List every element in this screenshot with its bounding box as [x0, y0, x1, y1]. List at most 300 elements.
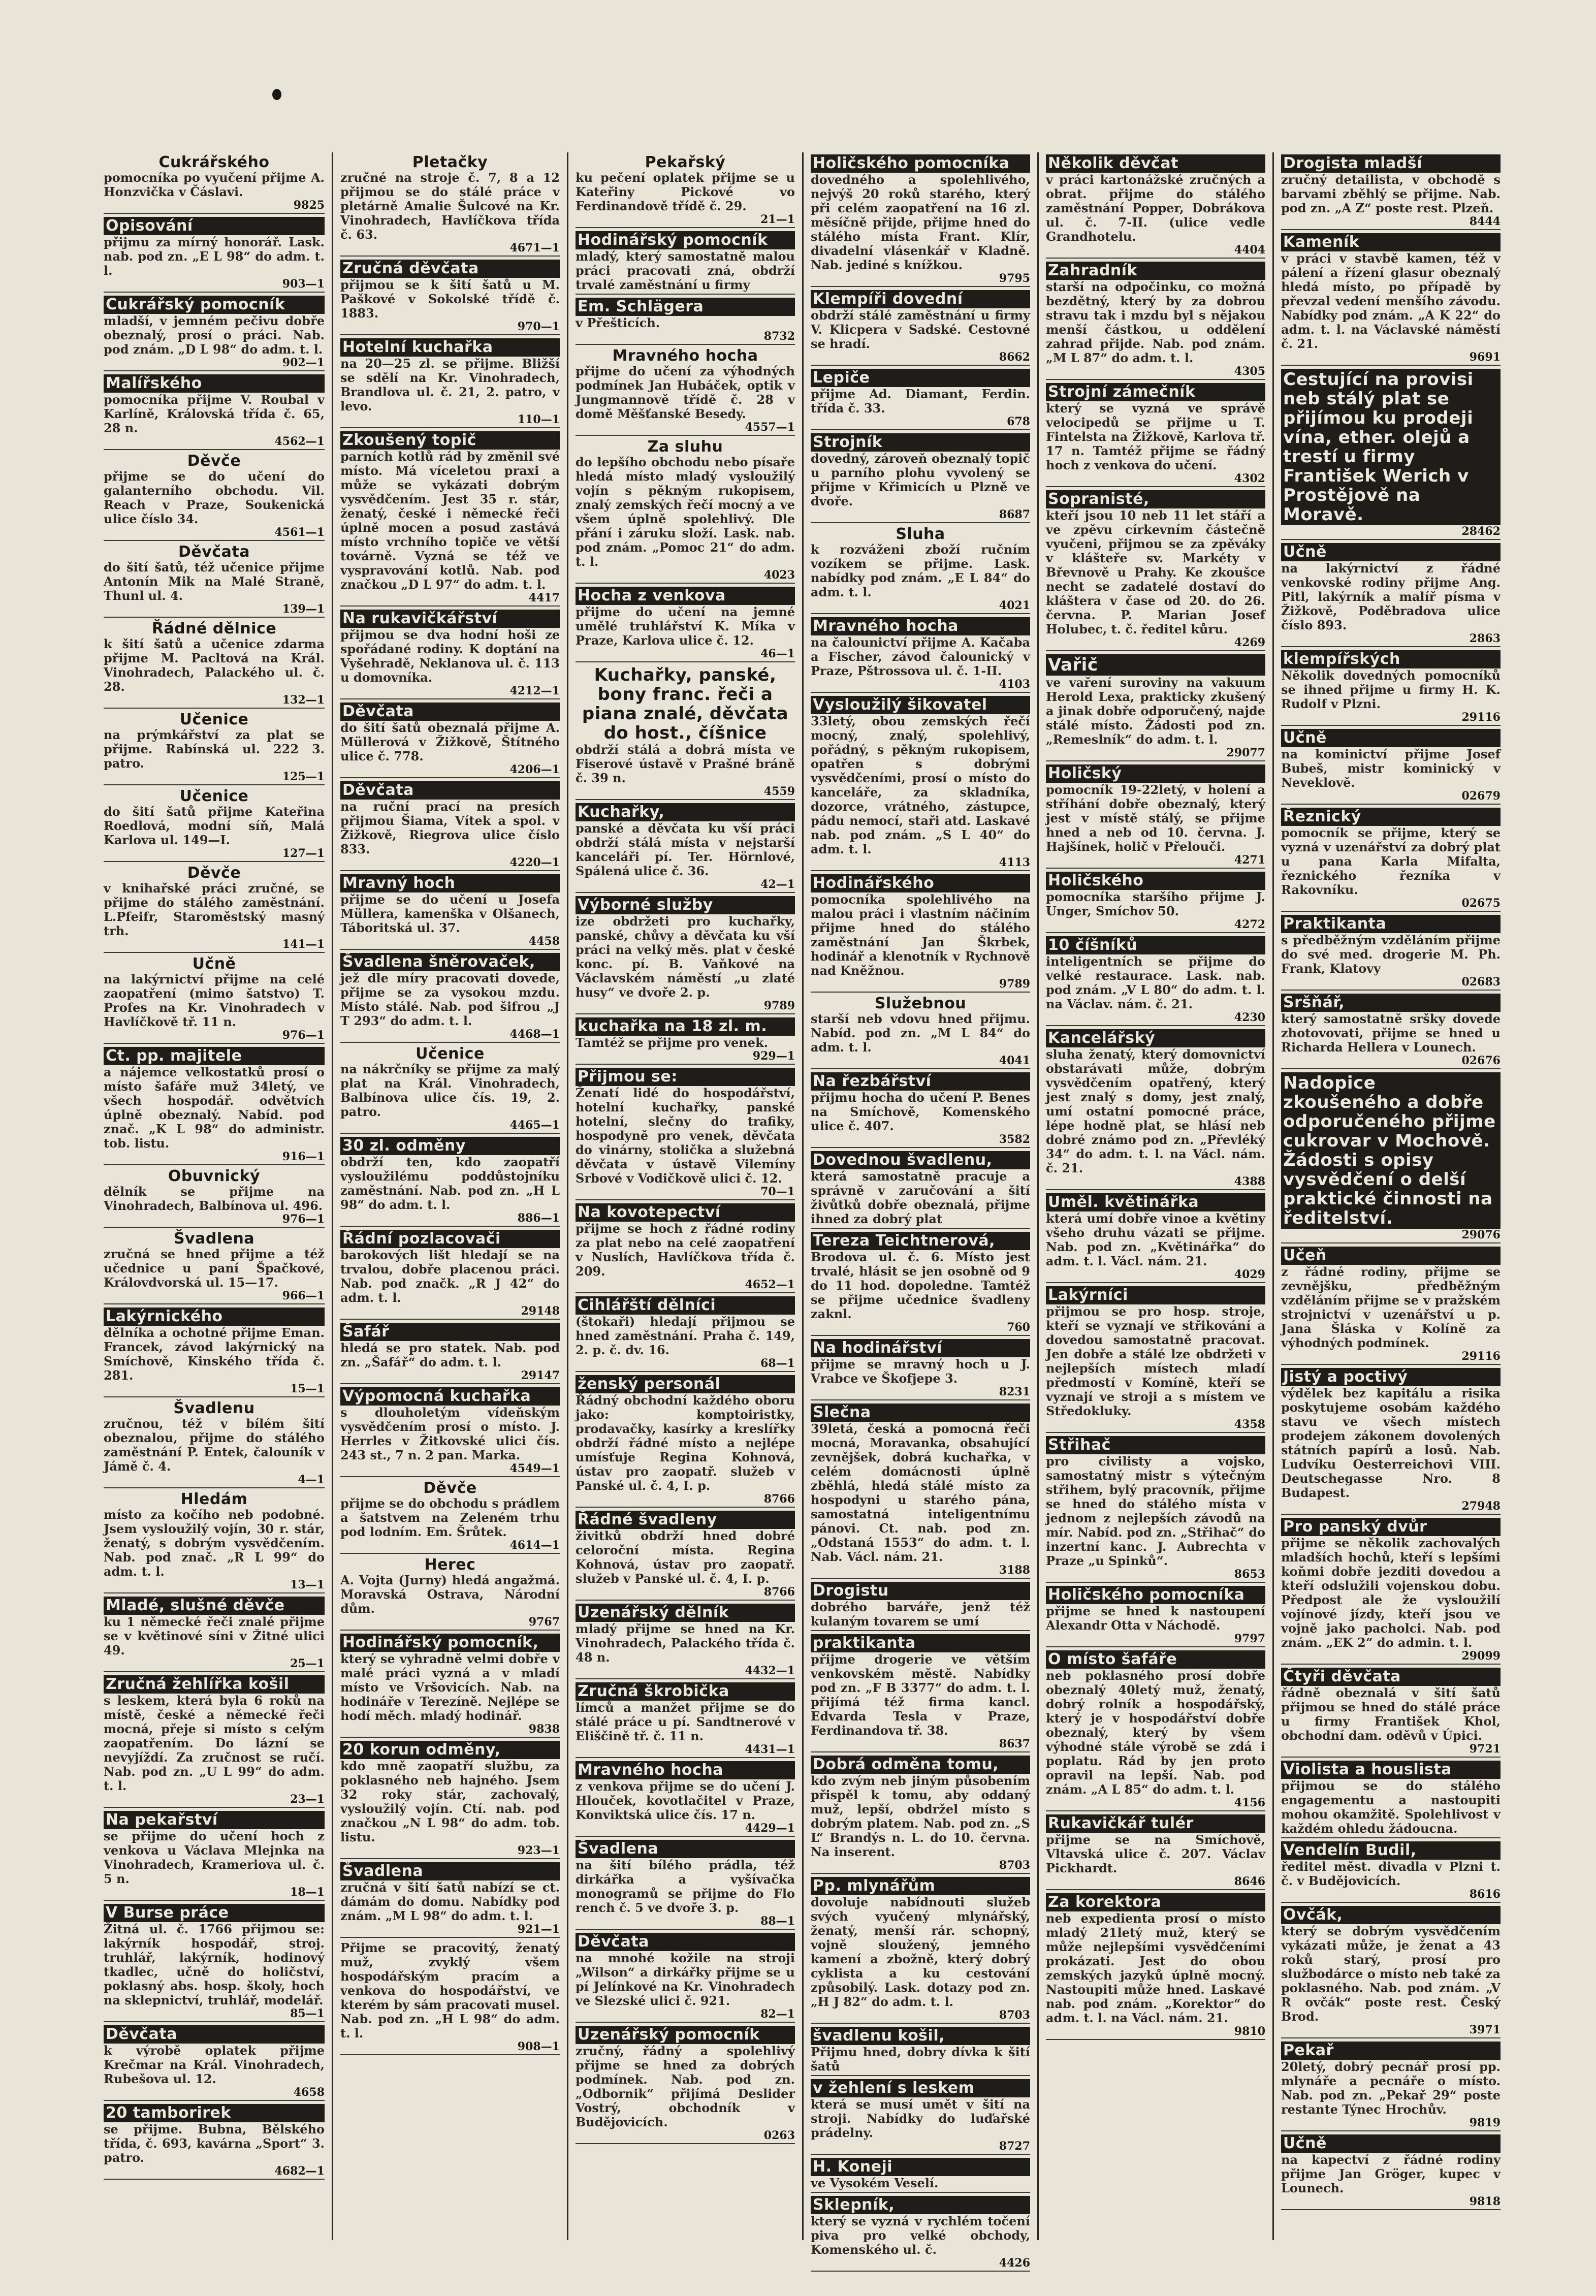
ad-title: Děvčata: [340, 703, 560, 721]
ad-body: na ruční prací na presích přijmou Šiama, Vítek a spol. v Žižkově, Riegrova ulice číslo 833.: [340, 799, 560, 856]
ad-title: Na pekařství: [104, 1811, 325, 1829]
ad-divider: [1046, 1810, 1265, 1811]
ad-divider: [576, 1013, 795, 1014]
classified-ad: [1046, 1814, 1265, 1890]
classified-ad: [1046, 1893, 1265, 2040]
ad-body: zručná v šití šatů nabízí se ct. dámám do domu. Nabídky pod znám. „M L 98“ do adm. t. l.: [340, 1880, 560, 1923]
classified-ad: [1281, 543, 1501, 647]
ad-title: Hledám: [180, 1490, 248, 1508]
ad-code: 976—1: [282, 1029, 325, 1042]
ad-body: Žitná ul. č. 1766 přijmou se: lakýrník hospodář, stroj. truhlář, lakýrník, hodinový tkadlec, učně do holičství, poklasný abs. hosp. školy, hoch na sklepnictví, truhlář, modelář.: [104, 1922, 325, 2007]
ad-divider: [104, 1592, 325, 1593]
classified-ad: [576, 154, 795, 228]
ad-code: 4559: [763, 785, 795, 798]
classified-ad: [104, 296, 325, 371]
classified-ad: [340, 703, 560, 778]
ad-title: Za sluhu: [647, 438, 723, 456]
classified-ad: [1046, 490, 1265, 651]
ad-body: neb expedienta prosí o místo mladý 21letý muž, který se může nejlepšími vysvědčeními prokázati. Jest do obou zemských jazyků úplně mocný. Nastoupiti může hned. Laskavé nab. pod znám. „Korektor“ do adm. t. l. na Václ. nám. 21.: [1046, 1911, 1265, 2025]
ad-body: ku pečení oplatek přijme se u Kateřiny Pickové vo Ferdinandově třídě č. 29.: [576, 170, 795, 213]
ad-title: Jistý a poctivý: [1281, 1368, 1501, 1386]
classified-ad: [576, 439, 795, 584]
ad-divider: [1046, 486, 1265, 487]
classified-ad: [811, 1404, 1030, 1579]
ad-code: 4557—1: [745, 421, 795, 434]
classified-ads-page: [97, 152, 1509, 2270]
ad-body: pomocníka po vyučení přijme A. Honzvička v Čáslavi.: [104, 170, 325, 199]
ad-title: Sluha: [896, 525, 945, 543]
ad-divider: [340, 1630, 560, 1631]
classified-ad: [576, 1604, 795, 1679]
ad-code: 9819: [1469, 2116, 1501, 2129]
classified-ad: [1046, 1586, 1265, 1647]
ad-code: 02675: [1461, 897, 1501, 910]
ad-title: Zručná žehlířka košil: [104, 1675, 325, 1694]
ad-code: 8444: [1469, 215, 1501, 228]
ad-body: přijmu za mírný honorář. Lask. nab. pod zn. „E L 98“ do adm. t. l.: [104, 235, 325, 278]
ad-divider: [811, 1399, 1030, 1400]
ad-title: Střihač: [1046, 1436, 1265, 1454]
classified-ad: [104, 544, 325, 618]
ad-title: Služebnou: [874, 995, 967, 1012]
ad-body: dělníka a ochotné přijme Eman. Francek, závod lakýrnický na Smíchově, Kinského třída č. 281.: [104, 1325, 325, 1383]
ad-title: v žehlení s leskem: [811, 2079, 1030, 2097]
classified-ad: [1046, 1286, 1265, 1433]
ad-divider: [340, 427, 560, 428]
ad-body: 33letý, obou zemských řečí mocný, znalý, spolehlivý, pořádný, s pěkným rukopisem, opatřen s dobrými vysvědčeními, prosí o místo do kanceláře, za skladníka, dozorce, vrátného, zástupce, pádu nemocí, staři atd. Laskavé nab. pod znám. „S L 40“ do adm. t. l.: [811, 714, 1030, 856]
ad-title: 10 číšníků: [1046, 936, 1265, 954]
ad-title: 30 zl. odměny: [340, 1137, 560, 1155]
ad-title: Učně: [1281, 2134, 1501, 2153]
classified-ad: [811, 433, 1030, 523]
classified-ad: [576, 1296, 795, 1372]
ad-title: Řádní pozlacovači: [340, 1230, 560, 1248]
classified-ad: [811, 369, 1030, 430]
ad-title: Slečna: [811, 1404, 1030, 1422]
ad-divider: [104, 1900, 325, 1901]
ad-title: Ovčák,: [1281, 1906, 1501, 1924]
ad-code: 02676: [1461, 1054, 1501, 1067]
ad-body: obdrží stálé zaměstnání u firmy V. Klicpera v Sadské. Cestovné se hradí.: [811, 308, 1030, 351]
ad-title: Švadlena šněrovaček,: [340, 953, 560, 971]
ad-code: 139—1: [282, 602, 325, 616]
ad-divider: [1281, 2130, 1501, 2131]
ad-code: 25—1: [290, 1657, 325, 1670]
ad-title: Děvčata: [576, 1933, 795, 1951]
ad-divider: [340, 1553, 560, 1554]
ad-body: zručná se hned přijme a též učednice u paní Špačkové, Královdvorská ul. 15—17.: [104, 1247, 325, 1290]
classified-ad: [340, 1741, 560, 1859]
ad-title: Lepiče: [811, 369, 1030, 387]
classified-ad: [340, 953, 560, 1043]
ad-divider: [1281, 2209, 1501, 2210]
classified-ad: [340, 154, 560, 257]
ad-body: A. Vojta (Jurny) hledá angažmá. Moravská Ostrava, Národní dům.: [340, 1573, 560, 1616]
ad-title: Mravný hoch: [340, 874, 560, 892]
classified-ad: [104, 1308, 325, 1397]
ad-title: Uzenářský pomocník: [576, 2026, 795, 2044]
classified-ad: [576, 896, 795, 1014]
ad-code: 68—1: [760, 1357, 795, 1370]
ad-code: 966—1: [282, 1289, 325, 1302]
ad-title: Sopranisté,: [1046, 490, 1265, 508]
ad-body: který se vyhradně velmi dobře v malé práci vyzná a v mladí místo ve Vršovicích. Nab. na hodináře v Terezíně. Nejlépe se hodí měch. mladý hodinář.: [340, 1651, 560, 1723]
ad-title: Strojník: [811, 433, 1030, 452]
ad-divider: [811, 2154, 1030, 2155]
classified-ad: [104, 1491, 325, 1593]
ad-body: dovedný, zároveň obeznalý topič u parního plohu vyvolený se přijme v Křimicích u Plzně ve dvoře.: [811, 451, 1030, 508]
ad-divider: [104, 617, 325, 618]
ad-body: na čalounictví přijme A. Kačaba a Fischer, závod čalounický v Praze, Pštrossova ul. č. 1-II.: [811, 635, 1030, 678]
ad-divider: [1281, 1902, 1501, 1903]
ad-body: 39letá, česká a pomocná řeči mocná, Moravanka, obsahující zevnějšek, dobrá kuchařka, v celém domácnosti úplně zběhlá, hledá stálé místo za hospodyni u starého pána, samostatná inteligentnímu pánovi. Ct. nab. pod zn. „Odstaná 1553“ do adm. t. l. Nab. Václ. nám. 21.: [811, 1421, 1030, 1564]
ad-body: s předběžným vzděláním přijme do své med. drogerie M. Ph. Frank, Klatovy: [1281, 933, 1501, 976]
ad-title: Vysloužilý šikovatel: [811, 696, 1030, 714]
ad-divider: [811, 692, 1030, 693]
ad-divider: [1046, 1582, 1265, 1583]
ad-title: Děvče: [187, 864, 241, 882]
ad-divider: [811, 2192, 1030, 2193]
ad-body: která umí dobře vinoe a květiny všeho druhu vázati se přijme. Nab. pod zn. „Květinářka“ do adm. t. l. Václ. nám. 21.: [1046, 1211, 1265, 1268]
ad-divider: [340, 698, 560, 699]
classified-ad: [576, 1511, 795, 1601]
ad-code: 4671—1: [509, 241, 560, 254]
ad-divider: [1046, 1646, 1265, 1647]
ad-code: 8637: [999, 1737, 1030, 1750]
ad-divider: [1046, 932, 1265, 933]
ad-body: přijme se několik zachovalých mladších hochů, kteří s lepšími koňmi dobře jezditi dovedou a kteří odslužili vojenskou dobu. Předpost ale že vysloužilí vojínové jízdy, kteří jsou ve vojně jako pacholci. Nab. pod znám. „EK 2“ do admin. t. l.: [1281, 1536, 1501, 1650]
ad-divider: [811, 1873, 1030, 1874]
ad-body: řádně obeznalá v šití šatů přijmou se hned do stálé práce u firmy František Khol, obchodní dam. oděvů v Úpici.: [1281, 1685, 1501, 1743]
ad-body: (štokaři) hledají přijmou se hned zaměstnání. Praha č. 149, 2. p. č. dv. 16.: [576, 1314, 795, 1357]
ad-code: 9767: [528, 1615, 560, 1629]
ad-code: 29147: [521, 1369, 560, 1382]
ad-title: Lakýrnického: [104, 1308, 325, 1326]
ad-title: Zručná škrobička: [576, 1682, 795, 1701]
ad-divider: [811, 1147, 1030, 1148]
ad-code: 4465—1: [509, 1119, 560, 1132]
ad-divider: [104, 540, 325, 541]
ad-code: 4417: [528, 591, 560, 604]
ad-title: Malířského: [104, 374, 325, 393]
ad-code: 9818: [1469, 2195, 1501, 2208]
ad-title: Na kovotepectví: [576, 1203, 795, 1222]
ad-divider: [340, 870, 560, 871]
ad-code: 921—1: [517, 1923, 560, 1936]
ad-column-4: [802, 152, 1037, 2270]
ad-code: 29116: [1461, 711, 1501, 724]
ad-divider: [1281, 539, 1501, 540]
ad-body: inteligentních se přijme do velké restaurace. Lask. nab. pod znám. „V L 80“ do adm. t. l. na Václav. nám. č. 21.: [1046, 954, 1265, 1011]
ad-divider: [1281, 1757, 1501, 1758]
ad-divider: [576, 1757, 795, 1758]
ad-title: Cukrářského: [158, 153, 270, 171]
ad-body: Řádný obchodní každého oboru jako: komptoiristky, prodavačky, kasírky a kreslířky obdrží řádné místo a nejlépe umísťuje Regina Kohnová, ústav pro zaopatř. služeb v Panské ul. č. 4, I. p.: [576, 1393, 795, 1493]
ad-title: Ct. pp. majitele: [104, 1047, 325, 1065]
ad-body: zručný, řádný a spolehlivý přijme se hned za dobrých podmínek. Nab. pod zn. „Odbornik“ přijímá Deslider Vostrý, obchodník v Budějovicích.: [576, 2044, 795, 2129]
ad-body: přijme drogerie ve větším venkovském městě. Nabídky pod zn. „F B 3377“ do adm. t. l. přijímá též firma kancl. Edvarda Tesla v Praze, Ferdinandova tř. 38.: [811, 1652, 1030, 1738]
ad-divider: [811, 1578, 1030, 1579]
ad-divider: [576, 1064, 795, 1065]
classified-ad: [104, 1811, 325, 1901]
ad-code: 21—1: [760, 213, 795, 226]
classified-ad: [811, 1339, 1030, 1400]
ad-body: kdo zvým neb jiným působením přispěl k tomu, aby oddaný muž, lepší, obdržel místo s dobrým platem. Nab. pod zn. „S L“ Brandýs n. L. do 10. června. Na inserent.: [811, 1773, 1030, 1859]
ad-body: límců a manžet přijme se do stálé práce u pí. Sandtnerové v Eliščině tř. č. 11 n.: [576, 1700, 795, 1743]
ad-body: který se vyzná ve správě velocipedů se přijme u T. Fintelsta na Žižkově, Karlova tř. 17 n. Tamtéž přijme se řádný hoch z venkova do učení.: [1046, 401, 1265, 472]
ad-code: 923—1: [517, 1844, 560, 1857]
ad-code: 70—1: [760, 1185, 795, 1198]
ad-body: pomocníka staršího přijme J. Unger, Smíchov 50.: [1046, 889, 1265, 918]
ad-column-3: [567, 152, 802, 2240]
classified-ad: [104, 1400, 325, 1488]
ad-code: 678: [1007, 415, 1030, 428]
ad-title: Zahradník: [1046, 262, 1265, 280]
ad-code: 4561—1: [274, 526, 325, 539]
ad-body: z řádné rodiny, přijme se zevnějšku, předběžným vzděláním přijme se v pražském strojnictví v uzenářství u p. Jana Šláska v Kolíně za výhodných podmínek.: [1281, 1264, 1501, 1350]
ad-body: Ženatí lidé do hospodářství, hotelní kuchařky, panské hotelní, slečny do trafiky, hospodyně pro venek, děvčata do vinárny, stolička a služebná děvčata v ústavě Vilemíny Srbové v Vodičkově ulici č. 12.: [576, 1086, 795, 1186]
ad-code: 02683: [1461, 975, 1501, 988]
classified-ad: [1046, 154, 1265, 259]
ad-title: Na řezbářství: [811, 1072, 1030, 1091]
classified-ad: [576, 1068, 795, 1200]
ad-body: ředitel měst. divadla v Plzni t. č. v Budějovicích.: [1281, 1859, 1501, 1888]
ad-title: Děvče: [423, 1479, 477, 1497]
classified-ad: [1281, 154, 1501, 230]
ad-title: Učeň: [1281, 1247, 1501, 1265]
ad-divider: [811, 429, 1030, 430]
ad-divider: [811, 2075, 1030, 2076]
ad-title: Cukrářský pomocník: [104, 296, 325, 314]
ad-code: 85—1: [290, 2007, 325, 2020]
ad-code: 13—1: [290, 1578, 325, 1591]
ad-code: 4432—1: [745, 1664, 795, 1677]
ad-divider: [1281, 365, 1501, 366]
ad-body: který se vyzná v rychlém točení piva pro velké obchody, Komenského ul. č.: [811, 2214, 1030, 2257]
ad-body: jež dle míry pracovati dovede, přijme se za vysokou mzdu. Místo stálé. Nab. pod šifrou „J T 293“ do adm. t. l.: [340, 971, 560, 1028]
classified-ad: [811, 1634, 1030, 1752]
ad-body: se přijme do učení hoch z venkova u Václava Mlejnka na Vinohradech, Krameriova ul. č. 5 n.: [104, 1829, 325, 1886]
ad-code: 4206—1: [509, 763, 560, 776]
ad-divider: [340, 1737, 560, 1738]
ad-title: Dovednou švadlenu,: [811, 1151, 1030, 1169]
ad-title: Švadlena: [576, 1840, 795, 1858]
ad-body: přijme se do obchodu s prádlem a šatstvem na Zeleném trhu pod lodním. Em. Šrůtek.: [340, 1496, 560, 1539]
classified-ad: [1046, 764, 1265, 869]
ad-divider: [576, 1678, 795, 1679]
ad-body: pomocníka přijme V. Roubal v Karlíně, Královská třída č. 65, 28 n.: [104, 392, 325, 435]
ad-divider: [104, 2179, 325, 2180]
ad-code: 908—1: [517, 2040, 560, 2053]
ad-divider: [1281, 1068, 1501, 1069]
ad-body: na lakýrnictví přijme na celé zaopatření (mimo šatstvo) T. Profes na Kr. Vinohradech v Havlíčkově tř. 11 n.: [104, 972, 325, 1029]
classified-ad: [576, 1840, 795, 1930]
classified-ad: [811, 290, 1030, 366]
ad-code: 886—1: [517, 1211, 560, 1225]
ad-title: Dobrá odměna tomu,: [811, 1756, 1030, 1774]
ad-code: 141—1: [282, 938, 325, 951]
ad-divider: [1281, 990, 1501, 991]
ad-title: Děvčata: [340, 781, 560, 800]
ad-divider: [576, 294, 795, 295]
ad-code: 110—1: [517, 413, 560, 426]
ad-code: 46—1: [760, 647, 795, 660]
ad-title: Sršňář,: [1281, 994, 1501, 1012]
ad-code: 4404: [1234, 243, 1265, 257]
ad-divider: [104, 952, 325, 953]
ad-body: starší na odpočinku, co možná bezdětný, který by za dobrou stravu tak i mzdu byl s nějakou menší částkou, u oddělení zahrad přijde. Nab. pod znám. „M L 87“ do adm. t. l.: [1046, 279, 1265, 365]
ad-divider: [576, 1929, 795, 1930]
ad-divider: [576, 661, 795, 662]
classified-ad: [104, 154, 325, 214]
ad-divider: [1046, 1889, 1265, 1890]
classified-ad: [576, 1375, 795, 1508]
ad-title: Pletačky: [412, 153, 488, 171]
ad-code: 4156: [1234, 1796, 1265, 1809]
ad-code: 9810: [1234, 2025, 1265, 2038]
ad-code: 4652—1: [745, 1278, 795, 1291]
ad-code: 4305: [1234, 365, 1265, 378]
ad-code: 8616: [1469, 1888, 1501, 1901]
classified-ad: [340, 781, 560, 871]
ad-divider: [811, 365, 1030, 366]
ad-code: 18—1: [290, 1886, 325, 1899]
ad-code: 976—1: [282, 1213, 325, 1226]
ad-divider: [576, 344, 795, 345]
ad-title: Přijmou se:: [576, 1068, 795, 1086]
ad-body: do šití šatů obeznalá přijme A. Müllerová v Žižkově, Štítného ulice č. 778.: [340, 720, 560, 763]
classified-ad: [340, 431, 560, 607]
ad-body: která samostatně pracuje a správně v zaručování a šití živůtků dobře obeznalá, přijme ihned za dobrý plat: [811, 1169, 1030, 1226]
ad-body: mladý, který samostatně malou práci pracovati zná, obdrží trvalé zaměstnání u firmy: [576, 249, 795, 292]
ad-divider: [811, 2023, 1030, 2024]
ad-title: Učně: [192, 955, 236, 973]
ad-divider: [1046, 1025, 1265, 1026]
ad-code: 82—1: [760, 2007, 795, 2021]
ad-title: Holičského: [1046, 872, 1265, 890]
ad-code: 4212—1: [509, 684, 560, 697]
ad-body: na lakýrnictví z řádné venkovské rodiny přijme Ang. Pitl, lakýrník a malíř písma v Žižkově, Poděbradova ulice číslo 893.: [1281, 561, 1501, 632]
ad-code: 23—1: [290, 1793, 325, 1806]
classified-ad: [340, 1230, 560, 1320]
ad-title: Em. Schlägera: [576, 298, 795, 316]
classified-ad: [104, 712, 325, 785]
ad-divider: [104, 1807, 325, 1808]
ad-title: Pp. mlynářům: [811, 1877, 1030, 1895]
classified-ad: [340, 1387, 560, 1477]
classified-ad: [104, 2025, 325, 2101]
classified-ad: [811, 617, 1030, 693]
classified-ad: [811, 696, 1030, 871]
classified-ad: [104, 1231, 325, 1304]
ad-title: Strojní zámečník: [1046, 383, 1265, 401]
classified-ad: [811, 1756, 1030, 1874]
ad-body: přijmou se pro hosp. stroje, kteří se vyznají ve střikování a dovedou samostatně pracovat. Jen dobře a stálé lze obdržeti v nejlepších místech mladí předmostí v Komíně, kteří se vyznají ve stroji a s místem ve Středokluky.: [1046, 1304, 1265, 1418]
ad-title: Tereza Teichtnerová,: [811, 1232, 1030, 1250]
ad-code: 4029: [1234, 1268, 1265, 1281]
ad-body: ize obdržeti pro kuchařky, panské, chůvy a děvčata ku vší práci na velký měs. plat v české konc. pí. B. Vaňkové na Václavském náměstí „u zlaté husy“ ve dvoře 2. p.: [576, 914, 795, 1000]
ad-divider: [104, 2021, 325, 2022]
ad-title: Praktikanta: [1281, 915, 1501, 933]
ad-code: 4614—1: [509, 1539, 560, 1552]
ad-body: 20letý, dobrý pecnář prosí pp. mlynáře a pecnáře o místo. Nab. pod zn. „Pekař 29“ poste restante Týnec Hrochův.: [1281, 2059, 1501, 2117]
ad-body: přijme se mravný hoch u J. Vrabce ve Škofjepe 3.: [811, 1357, 1030, 1386]
classified-ad: [1046, 872, 1265, 933]
ad-body: Přijme se pracovitý, ženatý muž, zvyklý všem hospodářským pracím a venkova do hospodářství, ve kterém by sám pracovati musel. Nab. pod zn. „H L 98“ do adm. t. l.: [340, 1940, 560, 2040]
ad-code: 8732: [763, 330, 795, 343]
ad-divider: [576, 2143, 795, 2144]
ad-title: Holičský: [1046, 764, 1265, 783]
classified-ad: [340, 1941, 560, 2055]
ad-body: přijme se hoch z řádné rodiny za plat nebo na celé zaopatření v Nuslích, Havlíčkova třída č. 209.: [576, 1221, 795, 1279]
classified-ad: [576, 1682, 795, 1758]
ad-divider: [576, 583, 795, 584]
ad-divider: [811, 1228, 1030, 1229]
ad-body: dělník se přijme na Vinohradech, Balbínova ul. 496.: [104, 1184, 325, 1213]
ad-divider: [340, 1383, 560, 1384]
ad-code: 29148: [521, 1304, 560, 1318]
ad-divider: [1281, 804, 1501, 805]
classified-ad: [1046, 654, 1265, 761]
ad-title: Děvčata: [178, 543, 250, 561]
ad-divider: [576, 435, 795, 436]
ad-code: 8703: [999, 2008, 1030, 2022]
ad-body: zručné na stroje č. 7, 8 a 12 přijmou se do stálé práce v pletárně Amalie Šulcové na Kr. Vinohradech, Havlíčkova třída č. 63.: [340, 170, 560, 242]
classified-ad: [340, 1046, 560, 1134]
ad-code: 9825: [293, 199, 325, 212]
ad-title: Opisování: [104, 217, 325, 235]
ad-divider: [104, 861, 325, 862]
classified-ad: [1281, 729, 1501, 805]
ad-divider: [104, 1303, 325, 1304]
ad-code: 127—1: [282, 847, 325, 860]
ad-code: 9797: [1234, 1632, 1265, 1645]
ad-code: 2863: [1469, 632, 1501, 645]
ad-divider: [340, 334, 560, 335]
ad-body: dovoluje nabídnouti služeb svých vyučený mlynářský, ženatý, menší rár. schopný, vojně sloužený, jemného kamení a zbožně, který dobrý cyklista a ku cestování způsobilý. Lask. dotazy pod zn. „H J 82“ do adm. t. l.: [811, 1895, 1030, 2009]
ad-divider: [104, 2100, 325, 2101]
ad-body: z venkova přijme se do učení J. Hlouček, kovotlačitel v Praze, Konviktská ulice čís. 17 n.: [576, 1779, 795, 1822]
ad-body: dobrého barváře, jenž též kulaným tovarem se umí: [811, 1600, 1030, 1629]
ad-body: obdrží ten, kdo zaopatří vysloužilému poddůstojníku zaměstnání. Nab. pod zn. „H L 98“ do adm. t. l.: [340, 1155, 560, 1212]
ad-divider: [811, 522, 1030, 523]
ad-code: 4272: [1234, 918, 1265, 931]
ad-body: který se dobrým vysvědčením vykázati může, je ženat a 43 roků starý, prosí pro službodárce o místo neb také za poklasného. Nab. pod znám. „V R ovčák“ poste rest. Český Brod.: [1281, 1924, 1501, 2024]
ad-title: Šafář: [340, 1323, 560, 1341]
ad-divider: [576, 892, 795, 893]
ad-body: výdělek bez kapitálu a risika poskytujeme osobám každého stavu ve všech místech prodejem zákonem dovolených státních papírů a losů. Nab. Ludvíku Oesterreichovi VIII. Deutschegasse Nro. 8 Budapest.: [1281, 1386, 1501, 1500]
ad-title: 20 korun odměny,: [340, 1741, 560, 1759]
ad-divider: [340, 1319, 560, 1320]
classified-ad: [1281, 233, 1501, 366]
classified-ad: [1046, 936, 1265, 1026]
ad-title: Řeznický: [1281, 808, 1501, 826]
classified-ad: [576, 1017, 795, 1065]
ad-code: 8231: [999, 1385, 1030, 1398]
ad-title: Zkoušený topič: [340, 431, 560, 450]
ad-column-5: [1037, 152, 1272, 2240]
ad-code: 4426: [999, 2256, 1030, 2270]
ad-title: Holičského pomocníka: [1046, 1586, 1265, 1604]
ad-code: 4388: [1234, 1175, 1265, 1188]
ad-divider: [811, 992, 1030, 993]
ad-code: 4468—1: [509, 1028, 560, 1041]
ad-body: s leskem, která byla 6 roků na místě, české a německé řeči mocná, přeje si místo s celým zaopatřením. Do lázní se nevyjíždí. Za zručnost se ručí. Nab. pod zn. „U L 99“ do adm. t. l.: [104, 1693, 325, 1793]
ad-body: a nájemce velkostatků prosí o místo šafáře muž 34letý, ve všech hospodář. odvětvích úplně obeznalý. Nabíd. pod znač. „K L 98“ do administr. tob. listu.: [104, 1065, 325, 1151]
ad-body: přijme se hned k nastoupení Alexandr Otta v Náchodě.: [1046, 1604, 1265, 1633]
ad-body: v Přešticích.: [576, 315, 660, 330]
ad-divider: [340, 949, 560, 950]
